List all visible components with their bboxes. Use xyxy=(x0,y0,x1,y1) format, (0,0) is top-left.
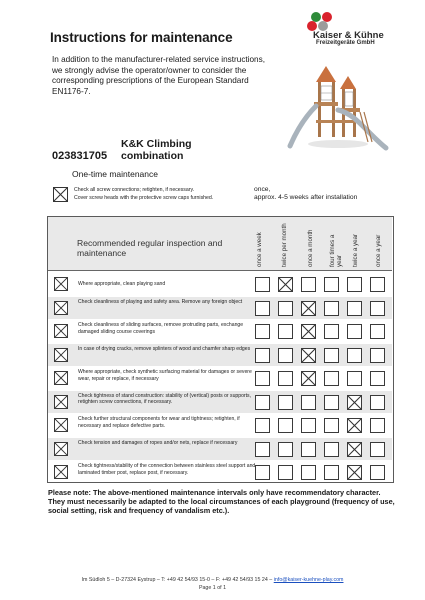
interval-checkbox[interactable] xyxy=(370,465,385,480)
row-task-text: Where appropriate, check synthetic surfacing material for damages or severe wear, repair or replace, if necessary xyxy=(78,369,252,382)
column-header: once a year xyxy=(375,234,382,267)
table-row xyxy=(48,297,392,319)
table-row xyxy=(48,367,392,389)
table-row xyxy=(48,273,392,295)
interval-checkbox[interactable] xyxy=(301,418,316,433)
interval-checkbox[interactable] xyxy=(324,465,339,480)
interval-checkbox[interactable] xyxy=(278,348,293,363)
interval-checkbox[interactable] xyxy=(255,277,270,292)
interval-checkbox[interactable] xyxy=(324,371,339,386)
row-checkbox[interactable] xyxy=(54,301,68,315)
column-header: four times a year xyxy=(329,234,343,267)
table-row xyxy=(48,438,392,460)
table-header xyxy=(48,217,392,271)
row-checkbox[interactable] xyxy=(54,442,68,456)
row-task-text: Where appropriate, clean playing sand xyxy=(78,281,166,287)
interval-checkbox[interactable] xyxy=(347,348,362,363)
one-time-instructions xyxy=(74,187,249,202)
one-time-interval-line-2: approx. 4-5 weeks after installation xyxy=(254,194,358,202)
interval-checkbox[interactable] xyxy=(278,324,293,339)
interval-checkbox[interactable] xyxy=(301,371,316,386)
table-row xyxy=(48,391,392,413)
interval-checkbox[interactable] xyxy=(278,277,293,292)
interval-checkbox[interactable] xyxy=(370,301,385,316)
interval-checkbox[interactable] xyxy=(324,324,339,339)
interval-checkbox[interactable] xyxy=(301,277,316,292)
row-checkbox[interactable] xyxy=(54,324,68,338)
interval-checkbox[interactable] xyxy=(301,442,316,457)
row-task-text: Check cleanliness of sliding surfaces, remove protruding parts, exchange damaged sliding course coverings xyxy=(78,322,244,335)
maintenance-table xyxy=(47,216,394,483)
one-time-interval xyxy=(254,186,357,203)
row-checkbox[interactable] xyxy=(54,348,68,362)
interval-checkbox[interactable] xyxy=(370,277,385,292)
page-number: Page 1 of 1 xyxy=(198,585,227,591)
disclaimer-note: Please note: The above-mentioned maintenance intervals only have recommendatory character. They must necessarily be adapted to the local circumstances of each playground (frequency of use, social setting, risk and frequency of vandalism etc.). xyxy=(48,488,395,516)
logo-name: Kaiser & Kühne xyxy=(313,30,384,41)
interval-checkbox[interactable] xyxy=(347,371,362,386)
interval-checkbox[interactable] xyxy=(255,301,270,316)
interval-checkbox[interactable] xyxy=(347,277,362,292)
interval-checkbox[interactable] xyxy=(255,418,270,433)
one-time-checkbox[interactable] xyxy=(53,187,68,202)
interval-checkbox[interactable] xyxy=(370,371,385,386)
interval-checkbox[interactable] xyxy=(301,301,316,316)
interval-checkbox[interactable] xyxy=(347,442,362,457)
one-time-line-2: Cover screw heads with the protective screw caps furnished. xyxy=(74,194,214,201)
interval-checkbox[interactable] xyxy=(278,465,293,480)
one-time-maintenance-label: One-time maintenance xyxy=(72,169,158,179)
row-task-text: Check cleanliness of playing and safety area. Remove any foreign object xyxy=(78,298,243,305)
interval-checkbox[interactable] xyxy=(301,395,316,410)
interval-checkbox[interactable] xyxy=(278,301,293,316)
row-task-text: Check tightness/stability of the connection between stainless steel support and laminated timber post, replace post, if necessary. xyxy=(78,463,256,476)
interval-checkbox[interactable] xyxy=(301,324,316,339)
row-task-text: In case of drying cracks, remove splinters of wood and chamfer sharp edges xyxy=(78,345,251,352)
interval-checkbox[interactable] xyxy=(370,324,385,339)
logo-dots-icon xyxy=(307,12,343,32)
footer-email-link[interactable]: info@kaiser-kuehne-play.com xyxy=(273,577,344,583)
interval-checkbox[interactable] xyxy=(255,348,270,363)
interval-checkbox[interactable] xyxy=(324,277,339,292)
interval-checkbox[interactable] xyxy=(278,418,293,433)
row-task-text: Check further structural components for wear and tightness; retighten, if necessary and replace defective parts. xyxy=(78,416,240,429)
row-task-text: Check tightness of stand construction: stability of (vertical) posts or supports, retighten screw connections, if necessary. xyxy=(78,392,251,406)
row-checkbox[interactable] xyxy=(54,395,68,409)
interval-checkbox[interactable] xyxy=(255,371,270,386)
interval-checkbox[interactable] xyxy=(278,371,293,386)
interval-checkbox[interactable] xyxy=(370,348,385,363)
interval-checkbox[interactable] xyxy=(324,348,339,363)
interval-checkbox[interactable] xyxy=(255,395,270,410)
interval-checkbox[interactable] xyxy=(324,301,339,316)
document-title: Instructions for maintenance xyxy=(50,30,233,45)
interval-checkbox[interactable] xyxy=(370,418,385,433)
footer-address xyxy=(0,577,425,583)
row-checkbox[interactable] xyxy=(54,371,68,385)
logo-subtitle: Freizeitgeräte GmbH xyxy=(316,40,375,46)
product-name: K&K Climbing combination xyxy=(121,138,192,162)
column-header: once a week xyxy=(256,232,263,267)
row-checkbox[interactable] xyxy=(54,418,68,432)
table-row xyxy=(48,414,392,436)
interval-checkbox[interactable] xyxy=(324,442,339,457)
company-logo xyxy=(300,12,400,48)
column-header: twice per month xyxy=(281,223,288,267)
interval-checkbox[interactable] xyxy=(370,442,385,457)
interval-checkbox[interactable] xyxy=(324,418,339,433)
table-row xyxy=(48,320,392,342)
table-row xyxy=(48,344,392,366)
column-header: twice a year xyxy=(352,233,359,267)
intro-paragraph: In addition to the manufacturer-related service instructions, we strongly advise the operator/owner to consider the corresponding prescriptions of the European Standard EN1176-7. xyxy=(52,55,265,96)
interval-checkbox[interactable] xyxy=(301,465,316,480)
interval-checkbox[interactable] xyxy=(347,395,362,410)
interval-checkbox[interactable] xyxy=(347,418,362,433)
interval-checkbox[interactable] xyxy=(278,395,293,410)
interval-checkbox[interactable] xyxy=(370,395,385,410)
one-time-interval-line-1: once, xyxy=(254,186,271,193)
interval-checkbox[interactable] xyxy=(255,324,270,339)
table-row xyxy=(48,461,392,483)
row-checkbox[interactable] xyxy=(54,277,68,291)
interval-checkbox[interactable] xyxy=(347,301,362,316)
row-checkbox[interactable] xyxy=(54,465,68,479)
interval-checkbox[interactable] xyxy=(301,348,316,363)
product-image xyxy=(286,62,391,157)
one-time-line-1: Check all screw connections; retighten, if necessary. xyxy=(74,187,195,193)
interval-checkbox[interactable] xyxy=(347,465,362,480)
interval-checkbox[interactable] xyxy=(255,442,270,457)
column-header: once a month xyxy=(307,229,314,267)
interval-checkbox[interactable] xyxy=(324,395,339,410)
interval-checkbox[interactable] xyxy=(347,324,362,339)
table-header-title: Recommended regular inspection and maintenance xyxy=(77,238,223,258)
footer-address-text: Im Südloh 5 – D-27324 Eystrup – T: +49 42 54/93 15-0 – F: +49 42 54/93 15 24 – xyxy=(81,577,273,583)
interval-checkbox[interactable] xyxy=(255,465,270,480)
row-task-text: Check tension and damages of ropes and/or nets, replace if necessary xyxy=(78,439,238,446)
product-number: 023831705 xyxy=(52,150,108,162)
interval-checkbox[interactable] xyxy=(278,442,293,457)
